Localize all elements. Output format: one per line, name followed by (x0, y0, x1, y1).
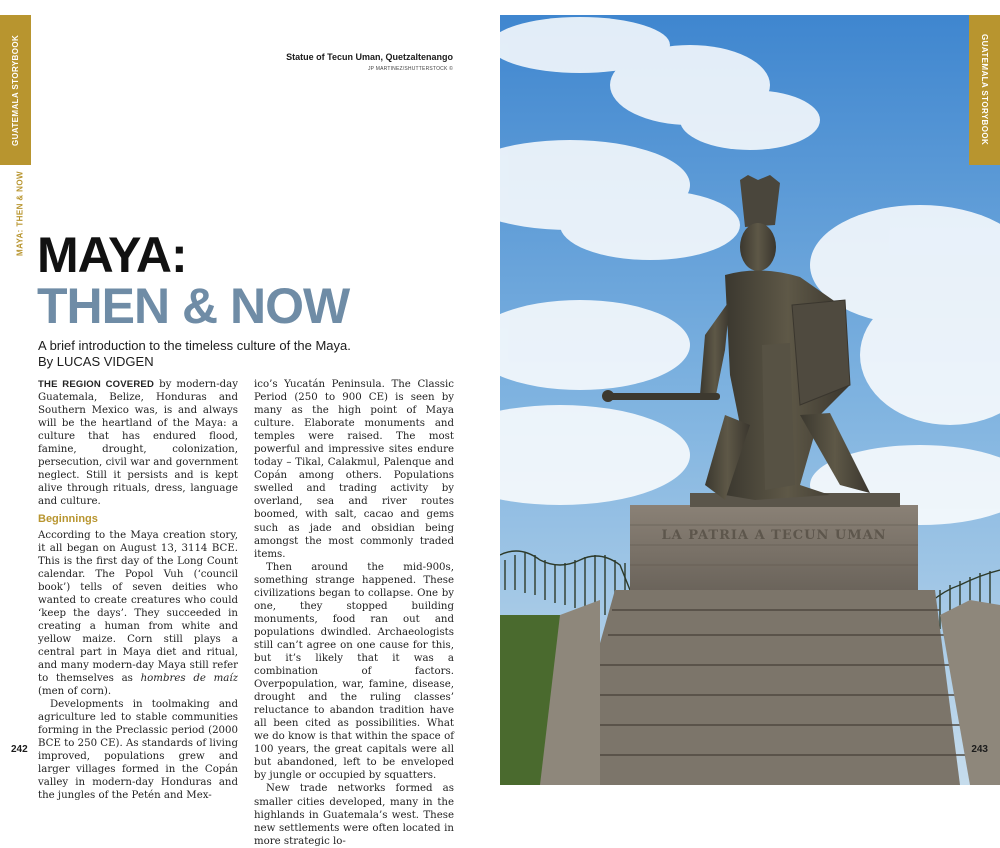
italic-term: hombres de maíz (140, 673, 238, 685)
byline: By LUCAS VIDGEN (38, 354, 154, 369)
article-title-line-1: MAYA: (37, 227, 187, 283)
body-paragraph: Developments in toolmaking and agriculture led to stable communities forming in the Preclassic period (2000 BCE to 250 CE). As standards of living improved, populations grew and larger villages formed in the Copán valley in modern-day Honduras and the jungles of the Petén and Mex- (38, 699, 238, 802)
caption-title: Statue of Tecun Uman, Quetzaltenango (286, 52, 453, 62)
pedestal-inscription: LA PATRIA A TECUN UMAN (661, 528, 887, 543)
body-paragraph (38, 529, 238, 699)
right-page-photo (500, 15, 1000, 785)
standfirst-text: A brief introduction to the timeless culture of the Maya. (38, 338, 351, 353)
body-paragraph (38, 378, 238, 508)
body-paragraph: New trade networks formed as smaller cities developed, many in the highlands in Guatemala’s west. These new settlements were often located in more strategic lo- (254, 783, 454, 847)
article-title-line-2: THEN & NOW (37, 278, 350, 334)
standfirst (38, 338, 468, 370)
caption-credit: JP MARTINEZ/SHUTTERSTOCK © (367, 66, 453, 72)
paragraph-text: According to the Maya creation story, it all began on August 13, 3114 BCE. This is the first day of the Long Count calendar. The Popol Vuh (‘council book’) tells of seven deities who wanted to create creatures who could ‘keep the days’. They succeeded in creating a human from white and yellow maize. Corn still plays a central part in Maya diet and ritual, and many modern-day Maya still refer to themselves as (38, 529, 238, 685)
running-head-right: GUATEMALA STORYBOOK (969, 15, 1000, 165)
section-label: MAYA: THEN & NOW (15, 171, 25, 256)
pedestal (630, 505, 918, 590)
page-number-right: 243 (971, 744, 988, 755)
lead-in: THE REGION COVERED (38, 379, 154, 390)
tecun-uman-statue-photo (500, 15, 1000, 785)
body-columns (38, 378, 454, 848)
paragraph-text: by modern-day Guatemala, Belize, Honduras and Southern Mexico was, is and always will be the heartland of the Maya: a culture that has endured flood, famine, drought, colonization, persecution, civil war and government neglect. Still it persists and is kept alive through rituals, dress, language and culture. (38, 379, 238, 508)
subhead-beginnings: Beginnings (38, 513, 98, 526)
body-column-1 (38, 378, 238, 848)
body-paragraph: ico’s Yucatán Peninsula. The Classic Period (250 to 900 CE) is seen by many as the high point of Maya culture. Elaborate monuments and temples were raised. The most powerful and impressive sites endure today – Tikal, Calakmul, Palenque and Copán among others. Populations swelled and trading activity by overland, sea and river routes boomed, with salt, cacao and gems such as jade and obsidian being amongst the most commonly traded items. (254, 379, 454, 560)
page-number-left: 242 (11, 744, 28, 755)
body-column-2 (254, 378, 454, 848)
running-head-left: GUATEMALA STORYBOOK (0, 15, 31, 165)
photo-caption (286, 52, 453, 72)
body-paragraph: Then around the mid-900s, something strange happened. These civilizations began to collapse. One by one, they stopped building monuments, food ran out and populations dwindled. Archaeologists still can’t agree on one cause for this, but it’s likely that it was a combination of factors. Overpopulation, war, famine, disease, drought and the ruling classes’ reluctance to abandon tradition have all been cited as possibilities. What we do know is that within the space of 100 years, the great capitals were all but abandoned, left to be enveloped by jungle or occupied by squatters. (254, 561, 454, 782)
paragraph-text: (men of corn). (38, 686, 112, 698)
